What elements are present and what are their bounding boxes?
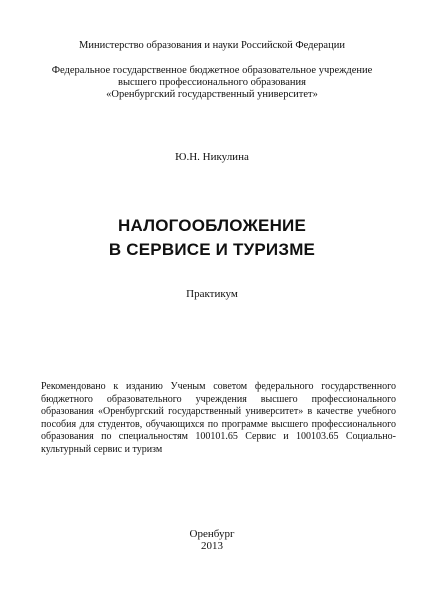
author-name: Ю.Н. Никулина [175, 151, 249, 163]
ministry-name: Министерство образования и науки Российской Федерации [79, 40, 345, 51]
book-subtitle: Практикум [186, 288, 238, 300]
institution-line-3: «Оренбургский государственный университет» [106, 89, 318, 100]
publication-year: 2013 [201, 540, 223, 552]
book-title-line-2: В СЕРВИСЕ И ТУРИЗМЕ [108, 240, 316, 259]
recommendation-paragraph: Рекомендовано к изданию Ученым советом федерального государственного бюджетного образовательного учреждения высшего профессионального образования «Оренбургский государственный университет» в качестве учебного пособия для студентов, обучающихся по программе высшего профессионального образования по специальностям 100101.65 Сервис и 100103.65 Социально-культурный сервис и туризм [41, 381, 396, 455]
book-title-line-1: НАЛОГООБЛОЖЕНИЕ [117, 216, 307, 235]
institution-line-1: Федеральное государственное бюджетное образовательное учреждение [51, 65, 373, 76]
publication-city: Оренбург [189, 528, 235, 540]
institution-line-2: высшего профессионального образования [118, 77, 306, 88]
